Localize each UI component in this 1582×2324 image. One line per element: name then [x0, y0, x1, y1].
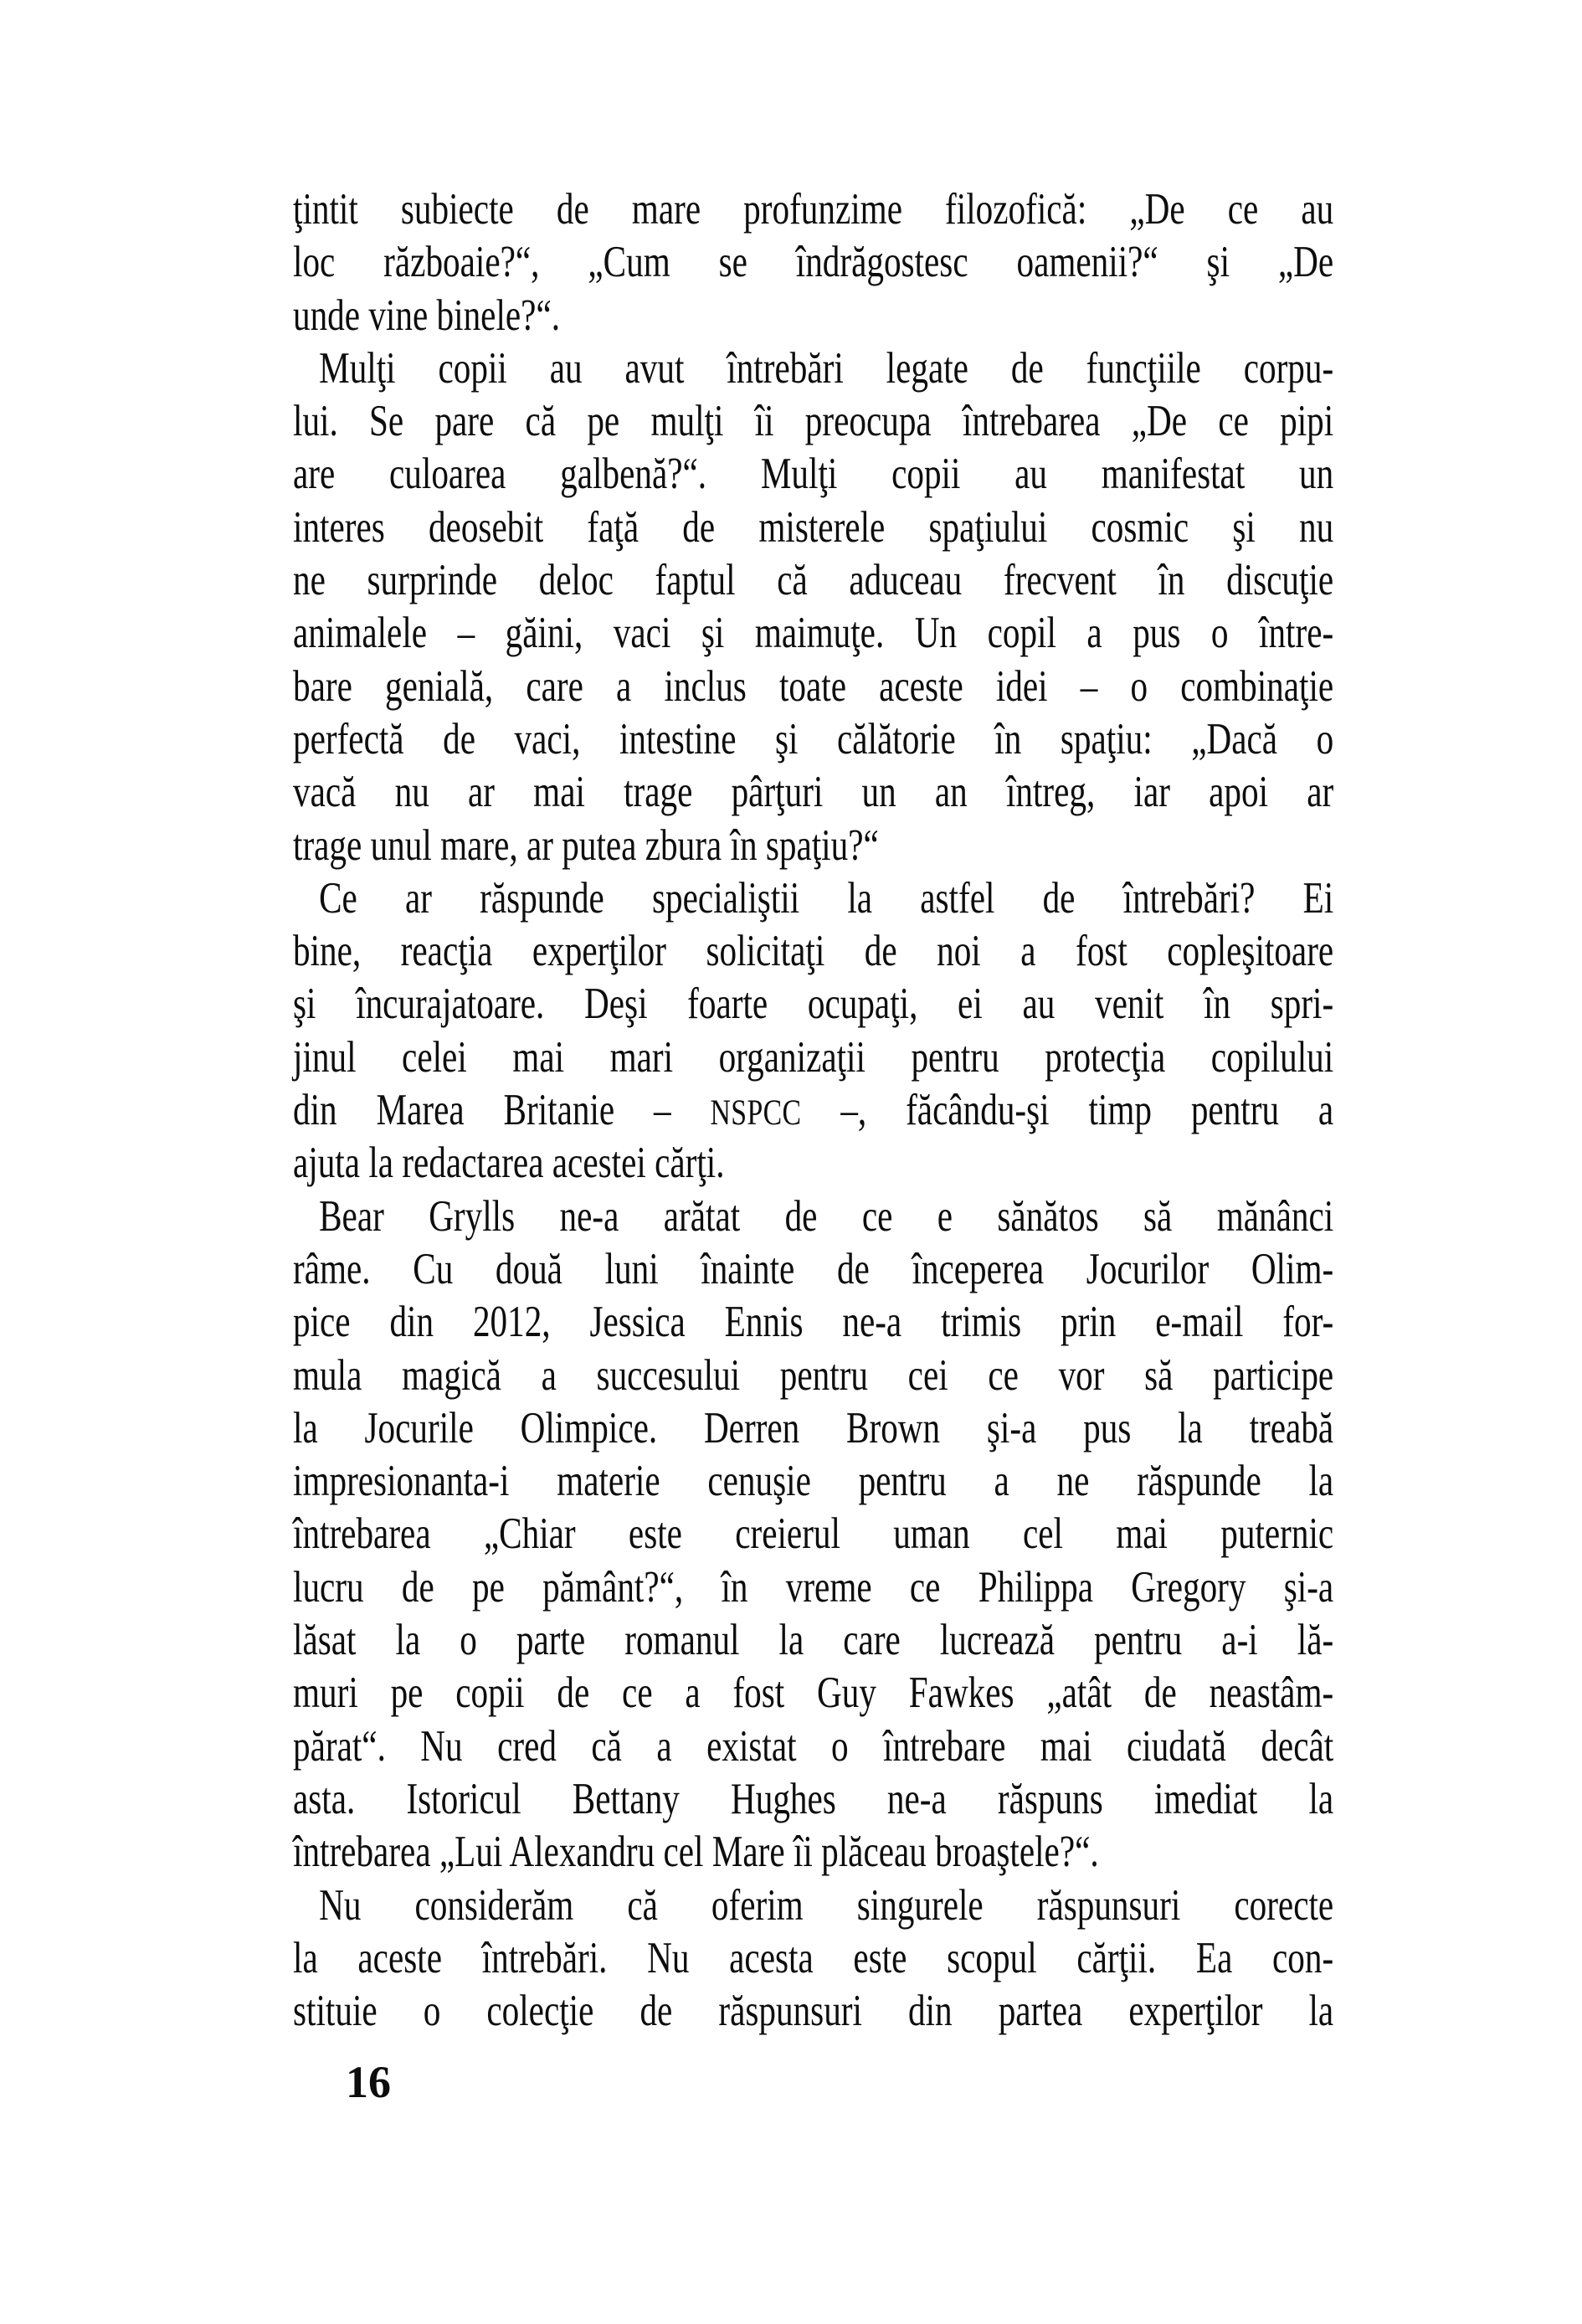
- text-line: vacă nu ar mai trage pârţuri un an întreg, iar apoi ar: [293, 768, 1334, 817]
- text-line: părat“. Nu cred că a existat o întrebare mai ciudată decât: [293, 1721, 1334, 1771]
- text-line: Bear Grylls ne-a arătat de ce e sănătos să mănânci: [319, 1191, 1334, 1241]
- text-line: ajuta la redactarea acestei cărţi.: [293, 1139, 725, 1188]
- text-line: pice din 2012, Jessica Ennis ne-a trimis prin e-mail for-: [293, 1298, 1334, 1347]
- text-line: asta. Istoricul Bettany Hughes ne-a răspuns imediat la: [293, 1774, 1334, 1823]
- text-line: Mulţi copii au avut întrebări legate de funcţiile corpu-: [319, 343, 1334, 393]
- text-line: animalele – găini, vaci şi maimuţe. Un copil a pus o între-: [293, 609, 1334, 658]
- text-line: lui. Se pare că pe mulţi îi preocupa întrebarea „De ce pipi: [293, 397, 1334, 446]
- text-line: lucru de pe pământ?“, în vreme ce Philippa Gregory şi-a: [293, 1562, 1334, 1612]
- text-line: bare genială, care a inclus toate aceste idei – o combinaţie: [293, 661, 1334, 711]
- text-line: râme. Cu două luni înainte de începerea Jocurilor Olim-: [293, 1244, 1334, 1293]
- text-line: ne surprinde deloc faptul că aduceau frecvent în discuţie: [293, 556, 1334, 605]
- text-line: şi încurajatoare. Deşi foarte ocupaţi, ei au venit în spri-: [293, 979, 1334, 1029]
- text-block: [293, 183, 1333, 2038]
- smallcaps-text: NSPCC: [710, 1093, 802, 1134]
- text-line: perfectă de vaci, intestine şi călătorie în spaţiu: „Dacă o: [293, 714, 1334, 764]
- text-line: trage unul mare, ar putea zbura în spaţiu?“: [293, 820, 879, 870]
- text-line: muri pe copii de ce a fost Guy Fawkes „atât de neastâm-: [293, 1668, 1334, 1718]
- text-line: întrebarea „Lui Alexandru cel Mare îi plăceau broaştele?“.: [293, 1828, 1099, 1877]
- page-number: 16: [346, 2057, 391, 2107]
- text-line: lăsat la o parte romanul la care lucrează pentru a-i lă-: [293, 1616, 1334, 1665]
- text-line: jinul celei mai mari organizaţii pentru protecţia copilului: [293, 1032, 1334, 1082]
- text-line: la aceste întrebări. Nu acesta este scopul cărţii. Ea con-: [293, 1933, 1334, 1982]
- text-line: are culoarea galbenă?“. Mulţi copii au manifestat un: [293, 450, 1334, 499]
- text-line: la Jocurile Olimpice. Derren Brown şi-a pus la treabă: [293, 1403, 1334, 1452]
- text-line: mula magică a succesului pentru cei ce vor să participe: [293, 1350, 1334, 1400]
- text-line: Ce ar răspunde specialiştii la astfel de întrebări? Ei: [319, 873, 1334, 923]
- text-line: Nu considerăm că oferim singurele răspunsuri corecte: [319, 1880, 1334, 1930]
- text-line: din Marea Britanie – NSPCC –, făcându-şi timp pentru a: [293, 1086, 1334, 1135]
- text-line: întrebarea „Chiar este creierul uman cel mai puternic: [293, 1509, 1334, 1559]
- text-line: impresionanta-i materie cenuşie pentru a ne răspunde la: [293, 1457, 1334, 1506]
- text-line: stituie o colecţie de răspunsuri din partea experţilor la: [293, 1987, 1334, 2036]
- text-line: ţintit subiecte de mare profunzime filozofică: „De ce au: [293, 185, 1334, 234]
- text-line: interes deosebit faţă de misterele spaţiului cosmic şi nu: [293, 502, 1334, 552]
- text-line: unde vine binele?“.: [293, 290, 561, 340]
- text-line: loc războaie?“, „Cum se îndrăgostesc oamenii?“ şi „De: [293, 238, 1334, 287]
- text-line: bine, reacţia experţilor solicitaţi de noi a fost copleşitoare: [293, 927, 1334, 976]
